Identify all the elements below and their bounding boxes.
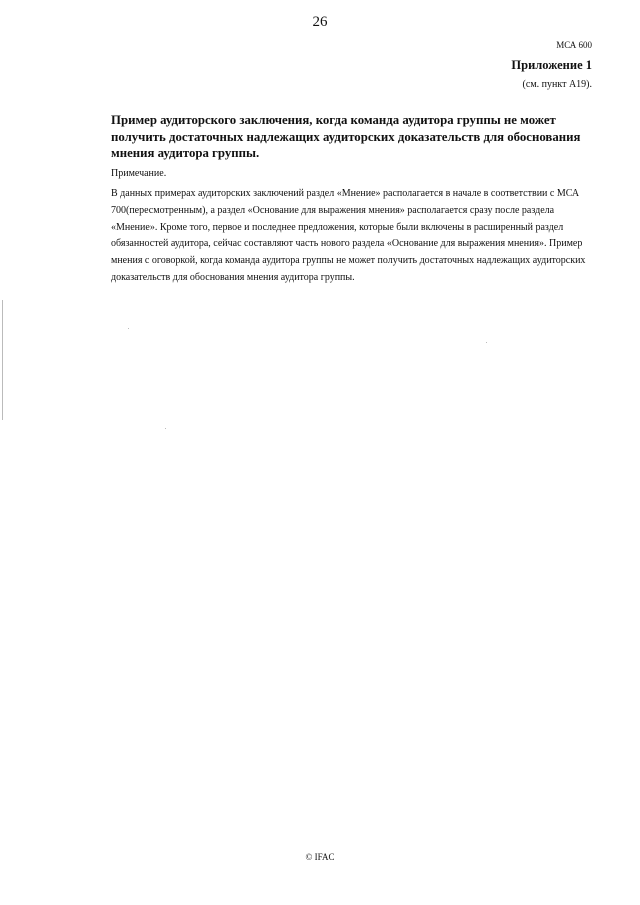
page-number: 26 [312, 14, 328, 30]
note-label: Примечание. [111, 168, 167, 179]
footer-copyright: © IFAC [305, 852, 335, 862]
scan-mark-dot [128, 328, 129, 329]
scan-mark-dot [486, 342, 487, 343]
appendix-reference: (см. пункт A19). [522, 79, 592, 90]
document-heading: Пример аудиторского заключения, когда команда аудитора группы не может получить достаточных надлежащих аудиторских доказательств для обоснования мнения аудитора группы. [111, 113, 581, 160]
scan-mark-left-edge [2, 300, 3, 420]
note-body: В данных примерах аудиторских заключений раздел «Мнение» располагается в начале в соответствии с МСА 700(пересмотренным), а раздел «Основание для выражения мнения» располагается сразу после раздела «Мнение». Кроме того, первое и последнее предложения, которые были включены в расширенный раздел обязанностей аудитора, сейчас составляют часть нового раздела «Основание для выражения мнения». Пример мнения с оговоркой, когда команда аудитора группы не может получить достаточных надлежащих аудиторских доказательств для обоснования мнения аудитора группы. [111, 188, 586, 283]
standard-code: МСА 600 [556, 40, 592, 50]
appendix-title: Приложение 1 [511, 58, 592, 72]
scan-mark-dot [165, 428, 166, 429]
